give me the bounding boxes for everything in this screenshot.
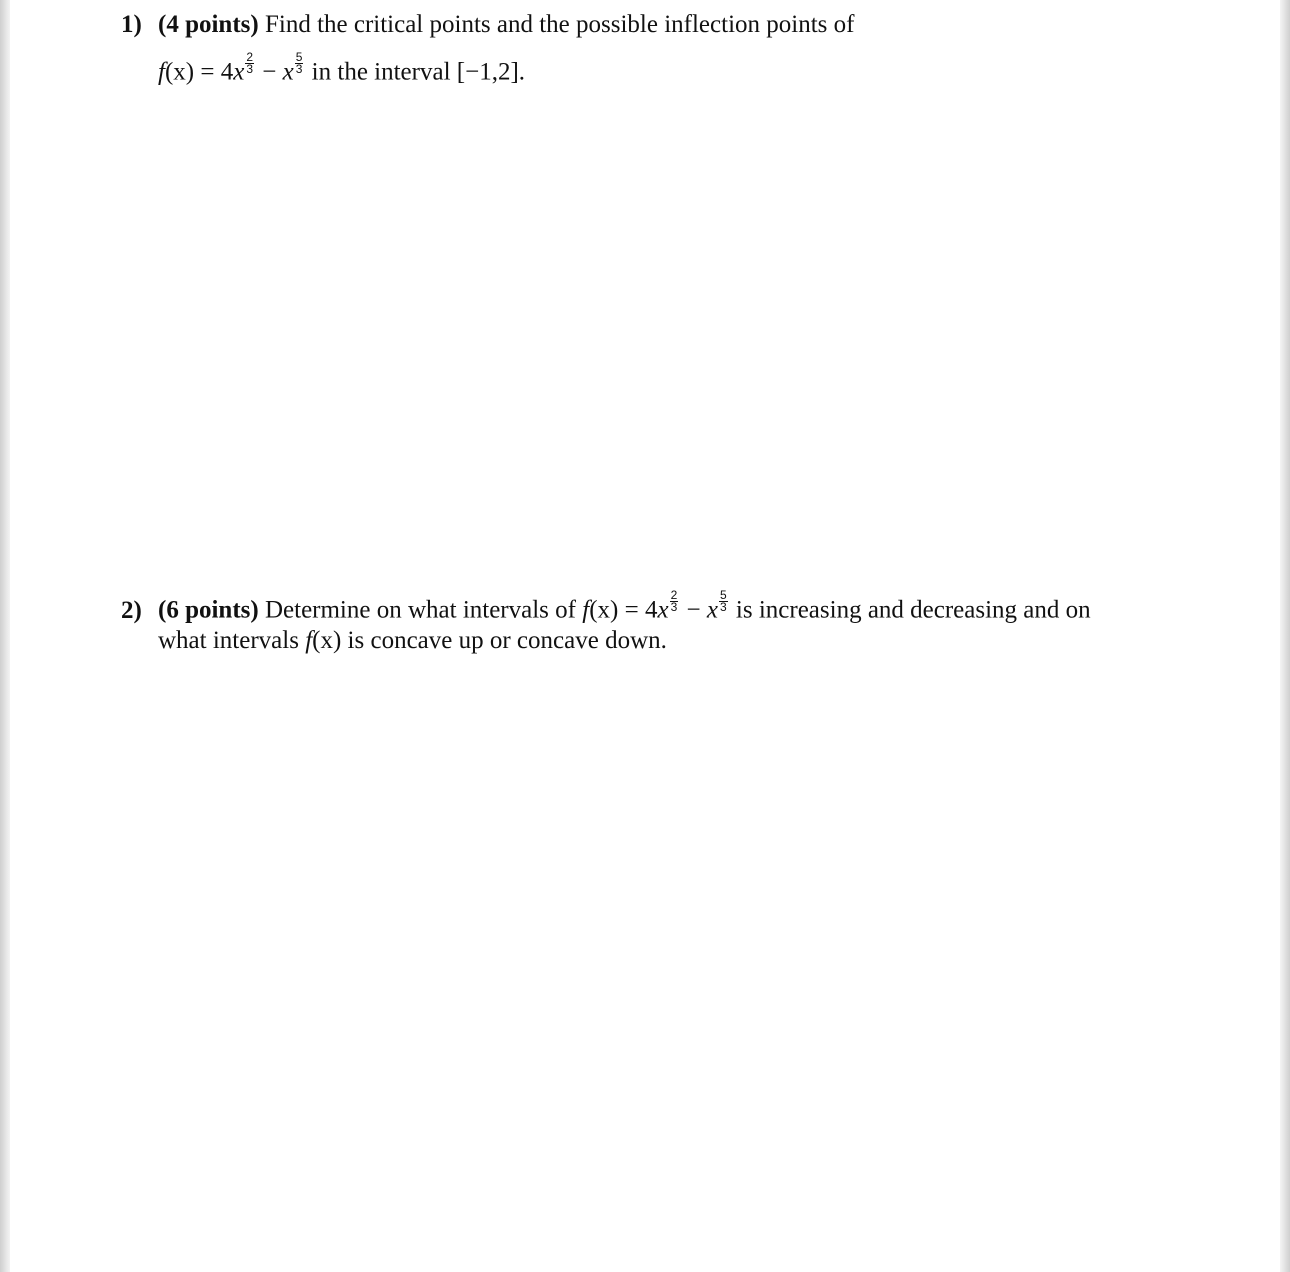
question-1-prompt: Find the critical points and the possible inflection points of — [258, 11, 855, 38]
exponent-numerator: 5 — [295, 50, 303, 64]
question-1-line-2 — [121, 52, 1181, 88]
variable-x: x — [233, 58, 245, 86]
function-name: f — [582, 596, 590, 624]
exponent-numerator: 2 — [670, 588, 678, 602]
variable-x: x — [706, 596, 718, 624]
exponent-denominator: 3 — [719, 600, 727, 614]
exponent-numerator: 5 — [719, 588, 727, 602]
exponent-fraction — [719, 590, 728, 613]
minus-sign: − — [680, 596, 707, 624]
variable-x: x — [657, 596, 669, 624]
question-1-points: (4 points) — [158, 11, 259, 38]
exponent-fraction — [670, 590, 679, 613]
function-argument: (x) — [164, 58, 195, 86]
equals-coefficient: = 4 — [194, 58, 234, 86]
exponent-denominator: 3 — [246, 62, 254, 76]
question-1 — [121, 10, 1181, 88]
question-2-line-1 — [121, 590, 1181, 626]
function-argument: (x) — [312, 626, 342, 654]
exponent-denominator: 3 — [295, 62, 303, 76]
variable-x: x — [282, 58, 294, 86]
question-1-interval: in the interval [−1,2]. — [305, 58, 526, 86]
equals-coefficient: = 4 — [618, 596, 658, 624]
function-name: f — [305, 626, 313, 654]
question-2-number: 2) — [121, 596, 142, 624]
exponent-fraction — [245, 52, 254, 75]
question-1-line-1 — [121, 10, 1181, 40]
exponent-denominator: 3 — [670, 600, 678, 614]
minus-sign: − — [256, 58, 283, 86]
question-2-points: (6 points) — [158, 596, 259, 624]
document-page — [10, 0, 1280, 1272]
question-2-line-2 — [121, 626, 1181, 656]
function-name: f — [158, 58, 165, 86]
page-edge-right — [1280, 0, 1290, 1272]
question-2-line-2-suffix: is concave up or concave down. — [341, 626, 667, 654]
exponent-numerator: 2 — [246, 50, 254, 64]
question-2-prompt: Determine on what intervals of — [258, 596, 583, 624]
question-2-prompt-continued: is increasing and decreasing and on — [729, 596, 1091, 624]
page-edge-left — [0, 0, 10, 1272]
question-1-number: 1) — [121, 11, 142, 38]
question-2-line-2-prefix: what intervals — [158, 626, 306, 654]
question-2 — [121, 590, 1181, 656]
function-argument: (x) — [589, 596, 619, 624]
exponent-fraction — [295, 52, 304, 75]
